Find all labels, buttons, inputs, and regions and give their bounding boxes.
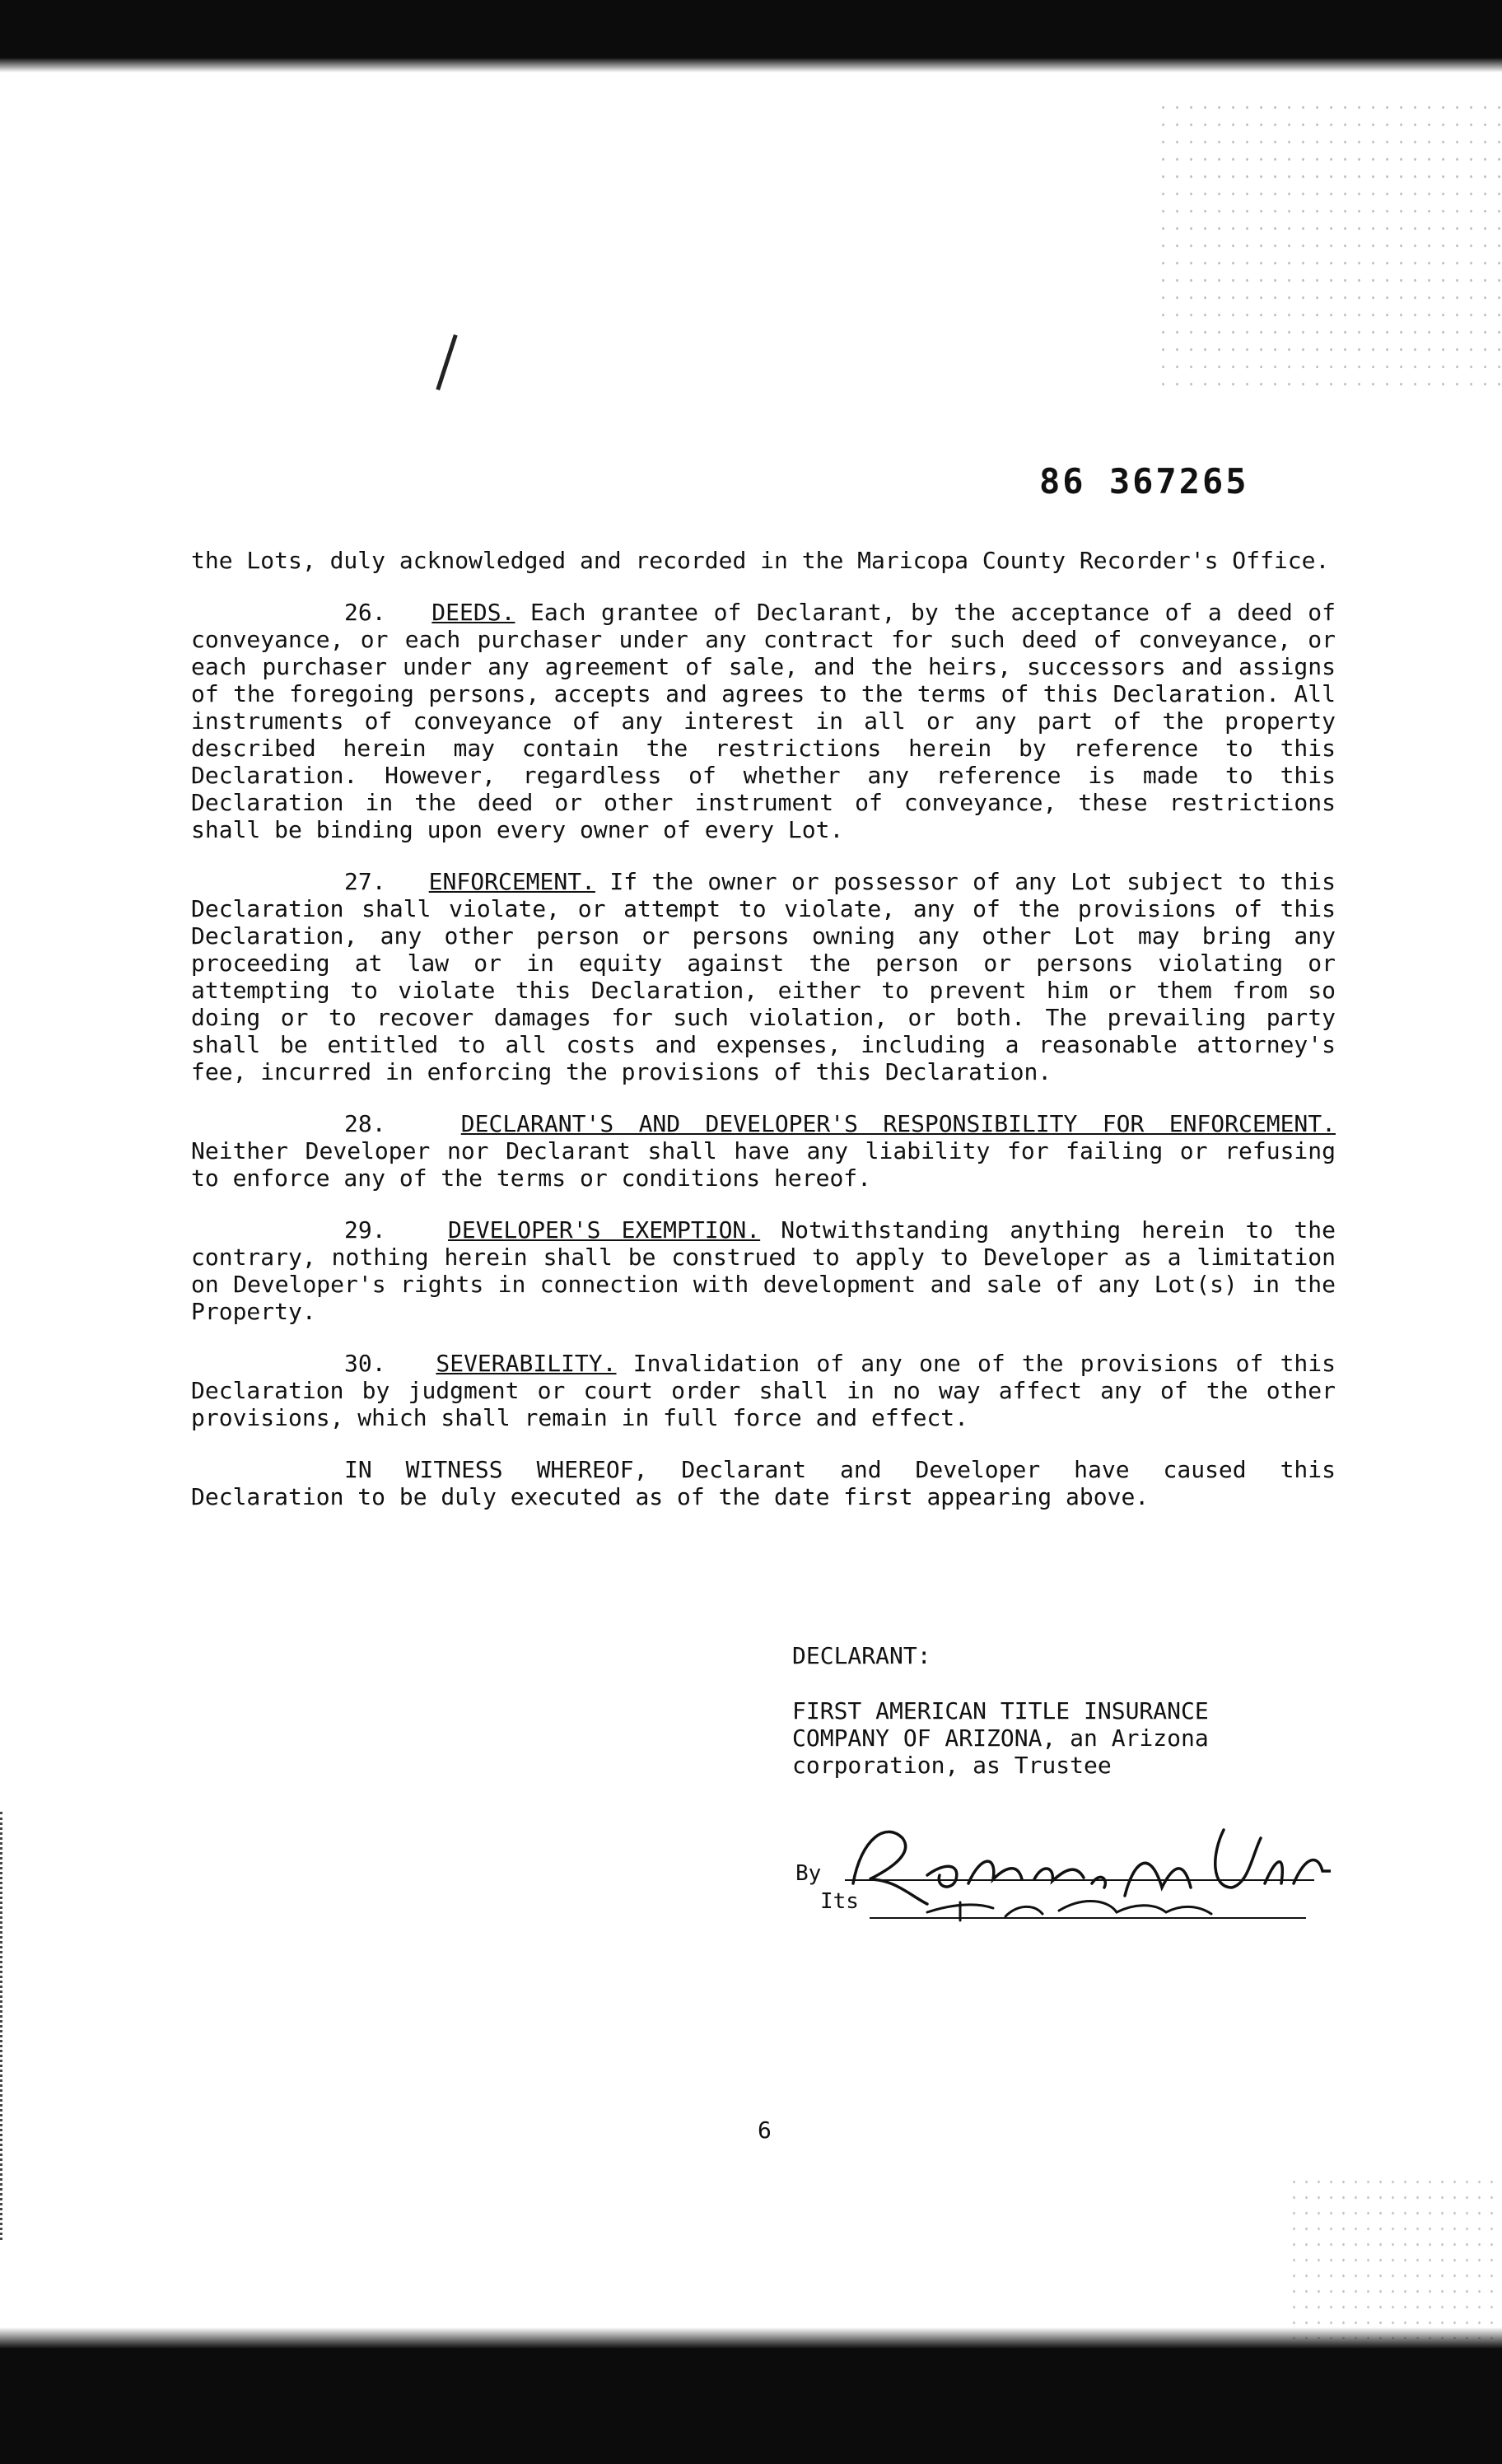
- by-label: By: [795, 1861, 822, 1886]
- handwritten-signature: [837, 1805, 1331, 1929]
- paragraph-29: [191, 1216, 1336, 1325]
- section-body: Each grantee of Declarant, by the acceptance of a deed of conveyance, or each purchaser under any contract for such deed of conveyance, or each purchaser under any agreement of sale, and the heirs, successors and assigns of the foregoing persons, accepts and agrees to the terms of this Declaration. All instruments of conveyance of any interest in all or any part of the property described herein may contain the restrictions herein by reference to this Declaration. However, regardless of whether any reference is made to this Declaration in the deed or other instrument of conveyance, these restrictions shall be binding upon every owner of every Lot.: [191, 599, 1336, 843]
- section-body: Neither Developer nor Declarant shall have any liability for failing or refusing to enforce any of the terms or conditions hereof.: [191, 1137, 1336, 1192]
- document-body: [191, 547, 1336, 1535]
- section-heading: SEVERABILITY.: [436, 1350, 617, 1377]
- section-heading: DECLARANT'S AND DEVELOPER'S RESPONSIBILITY FOR ENFORCEMENT.: [460, 1110, 1336, 1137]
- recording-number: 86 367265: [1039, 461, 1249, 502]
- scan-border-top: [0, 0, 1502, 58]
- scan-noise-bottom-right: [1288, 2174, 1502, 2339]
- paragraph-26: [191, 599, 1336, 843]
- declarant-name-line-2: COMPANY OF ARIZONA, an Arizona: [792, 1724, 1209, 1752]
- section-body: Invalidation of any one of the provisions of this Declaration by judgment or court order shall in no way affect any of the other provisions, which shall remain in full force and effect.: [191, 1350, 1336, 1431]
- scan-border-bottom: [0, 2349, 1502, 2464]
- section-number: 27.: [344, 868, 386, 895]
- signature-block: [792, 1642, 1209, 1779]
- section-number: 29.: [344, 1216, 386, 1244]
- section-heading: DEVELOPER'S EXEMPTION.: [448, 1216, 761, 1244]
- paragraph-28: [191, 1110, 1336, 1192]
- section-heading: DEEDS.: [431, 599, 515, 626]
- scan-noise-top-right: [1156, 99, 1502, 395]
- its-label: Its: [820, 1889, 859, 1914]
- declarant-label: DECLARANT:: [792, 1642, 931, 1669]
- section-number: 26.: [344, 599, 386, 626]
- paragraph-witness: IN WITNESS WHEREOF, Declarant and Developer have caused this Declaration to be duly executed as of the date first appearing above.: [191, 1456, 1336, 1510]
- section-body: Notwithstanding anything herein to the contrary, nothing herein shall be construed to apply to Developer as a limitation on Developer's rights in connection with development and sale of any Lot(s) in the Property.: [191, 1216, 1336, 1325]
- section-number: 30.: [344, 1350, 386, 1377]
- paragraph-30: [191, 1350, 1336, 1431]
- scan-edge-marks: [0, 1812, 6, 2240]
- section-number: 28.: [344, 1110, 386, 1137]
- signature-line: [795, 1820, 1331, 1914]
- section-body: If the owner or possessor of any Lot subject to this Declaration shall violate, or attempt to violate, any of the provisions of this Declaration, any other person or persons owning any other Lot may bring any proceeding at law or in equity against the person or persons violating or attempting to violate this Declaration, either to prevent him or them from so doing or to recover damages for such violation, or both. The prevailing party shall be entitled to all costs and expenses, including a reasonable attorney's fee, incurred in enforcing the provisions of this Declaration.: [191, 868, 1336, 1085]
- page-number: 6: [758, 2116, 772, 2144]
- paragraph-27: [191, 868, 1336, 1085]
- declarant-name-line-1: FIRST AMERICAN TITLE INSURANCE: [792, 1697, 1209, 1724]
- paragraph-intro: the Lots, duly acknowledged and recorded in the Maricopa County Recorder's Office.: [191, 547, 1330, 574]
- declarant-name-line-3: corporation, as Trustee: [792, 1752, 1112, 1779]
- pen-mark: [436, 334, 457, 390]
- section-heading: ENFORCEMENT.: [428, 868, 595, 895]
